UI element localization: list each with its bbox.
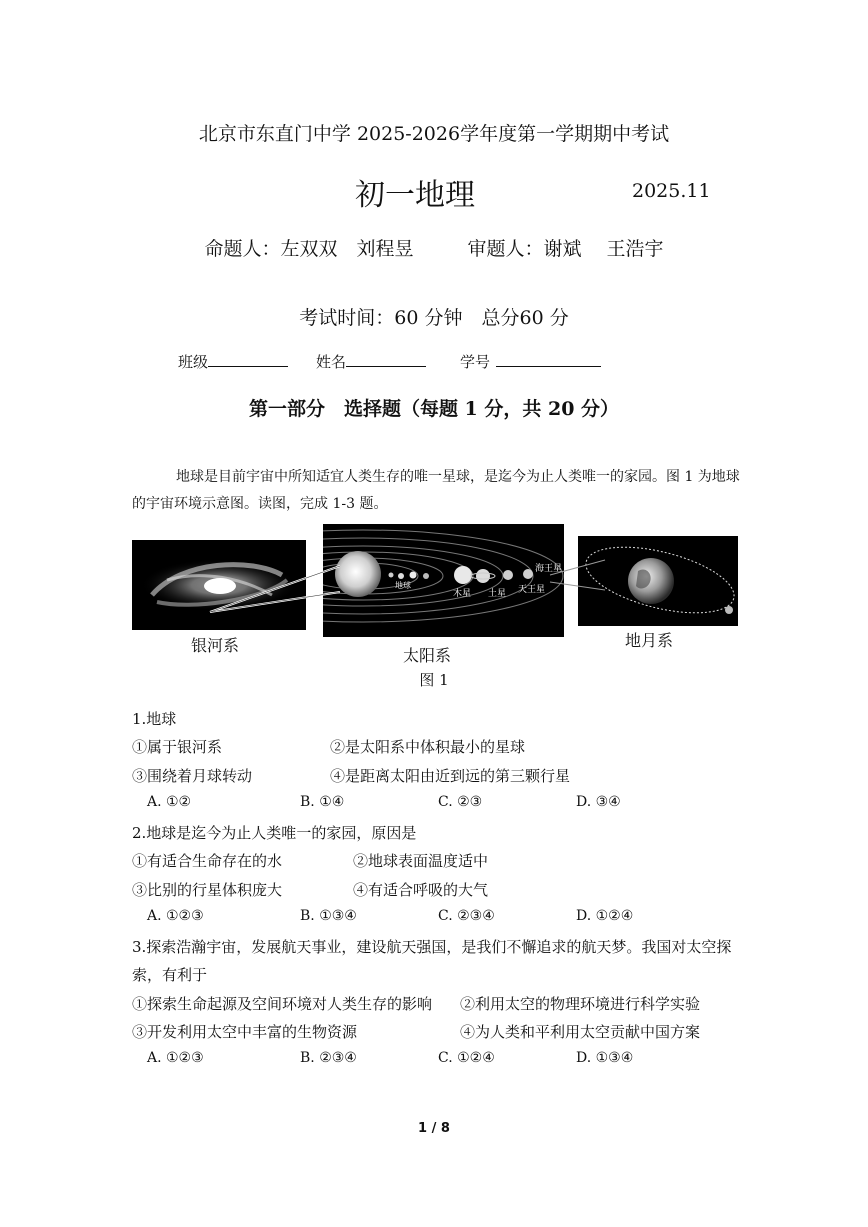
q3-option-d[interactable]: D. ①③④ [576,1050,634,1066]
question-1-stem: 1.地球 [132,710,177,728]
planet-label-earth: 地球 [395,581,411,590]
galaxy-label: 银河系 [191,636,240,655]
planet-label-jupiter: 木星 [453,589,472,599]
section-title: 第一部分 选择题（每题 1 分，共 20 分） [248,398,620,420]
q3-statement-2: ②利用太空的物理环境进行科学实验 [460,995,701,1013]
q2-option-a[interactable]: A. ①②③ [147,908,204,924]
planet-label-uranus: 天王星 [518,585,546,595]
q2-statement-2: ②地球表面温度适中 [353,852,489,870]
subject-title: 初一地理 [355,178,475,213]
planet-label-neptune: 海王星 [535,564,563,574]
exam-date: 2025.11 [632,180,711,202]
q1-option-b[interactable]: B. ①④ [300,794,345,810]
intro-text: 地球是目前宇宙中所知适宜人类生存的唯一星球，是迄今为止人类唯一的家园。图 1 为地球的宇宙环境示意图。读图，完成 1-3 题。 [132,469,740,512]
page-number: 1 / 8 [418,1121,450,1136]
earth-moon-label: 地月系 [625,631,674,650]
q1-option-a[interactable]: A. ①② [147,794,192,810]
question-2-stem: 2.地球是迄今为止人类唯一的家园，原因是 [132,824,417,842]
q3-option-b[interactable]: B. ②③④ [300,1050,357,1066]
q2-statement-4: ④有适合呼吸的大气 [353,881,489,899]
q3-option-a[interactable]: A. ①②③ [147,1050,204,1066]
q1-statement-1: ①属于银河系 [132,738,223,756]
q1-statement-2: ②是太阳系中体积最小的星球 [330,738,526,756]
planet-label-saturn: 土星 [488,589,507,599]
q3-statement-1: ①探索生命起源及空间环境对人类生存的影响 [132,995,433,1013]
q2-option-c[interactable]: C. ②③④ [438,908,495,924]
figure-caption: 图 1 [419,671,449,689]
name-label: 姓名 [316,353,347,371]
exam-title: 北京市东直门中学 2025-2026学年度第一学期期中考试 [198,123,670,145]
q1-statement-3: ③围绕着月球转动 [132,767,253,785]
id-label: 学号 [460,353,491,371]
q3-statement-3: ③开发利用太空中丰富的生物资源 [132,1023,358,1041]
q2-statement-3: ③比别的行星体积庞大 [132,881,283,899]
exam-info: 考试时间：60 分钟 总分60 分 [299,307,569,329]
q2-statement-1: ①有适合生命存在的水 [132,852,283,870]
q3-option-c[interactable]: C. ①②④ [438,1050,495,1066]
authors-label: 命题人：左双双 刘程昱 [204,238,414,260]
q1-statement-4: ④是距离太阳由近到远的第三颗行星 [330,767,571,785]
q2-option-d[interactable]: D. ①②④ [576,908,634,924]
question-3-stem-line-1: 3.探索浩瀚宇宙，发展航天事业，建设航天强国，是我们不懈追求的航天梦。我国对太空探 [132,938,732,956]
q2-option-b[interactable]: B. ①③④ [300,908,357,924]
q1-option-d[interactable]: D. ③④ [576,794,621,810]
reviewers-label: 审题人：谢斌 王浩宇 [467,238,664,260]
q1-option-c[interactable]: C. ②③ [438,794,483,810]
class-label: 班级 [178,353,209,371]
solar-system-label: 太阳系 [403,646,452,665]
q3-statement-4: ④为人类和平利用太空贡献中国方案 [460,1023,701,1041]
question-3-stem-line-2: 索，有利于 [132,966,208,984]
